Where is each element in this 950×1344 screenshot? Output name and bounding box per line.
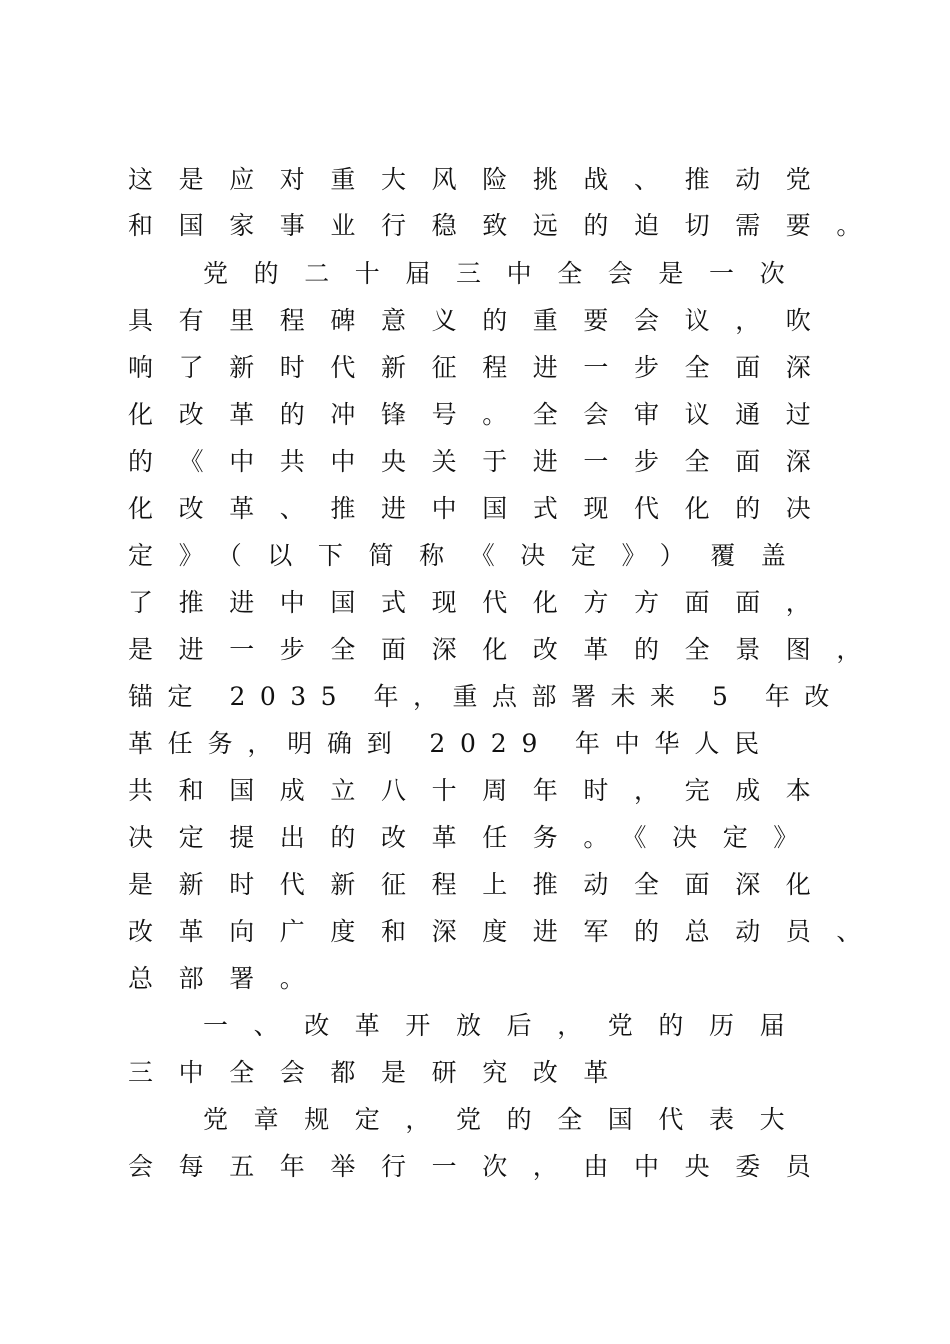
body-text-line: 锚定 2035 年，重点部署未来 5 年改 bbox=[128, 682, 844, 711]
body-text-line: 响了新时代新征程进一步全面深 bbox=[128, 353, 837, 382]
body-text-line: 决定提出的改革任务。《决定》 bbox=[128, 823, 824, 852]
body-text-line: 是新时代新征程上推动全面深化 bbox=[128, 870, 837, 899]
body-text-line: 具有里程碑意义的重要会议，吹 bbox=[128, 306, 837, 335]
body-text-line: 和国家事业行稳致远的迫切需要。 bbox=[128, 211, 888, 240]
body-text-line: 定》（以下简称《决定》）覆盖 bbox=[128, 541, 812, 570]
body-text-line: 总部署。 bbox=[128, 964, 331, 993]
paragraph-start-line: 党的二十届三中全会是一次 bbox=[203, 259, 811, 288]
body-text-line: 了推进中国式现代化方方面面， bbox=[128, 588, 837, 617]
body-text-line: 这是应对重大风险挑战、推动党 bbox=[128, 165, 837, 194]
body-text-line: 共和国成立八十周年时，完成本 bbox=[128, 776, 837, 805]
body-text-line: 化改革、推进中国式现代化的决 bbox=[128, 494, 837, 523]
section-heading-line: 三中全会都是研究改革 bbox=[128, 1058, 635, 1087]
body-text-line: 化改革的冲锋号。全会审议通过 bbox=[128, 400, 837, 429]
body-text-line: 改革向广度和深度进军的总动员、 bbox=[128, 917, 888, 946]
body-text-line: 革任务，明确到 2029 年中华人民 bbox=[128, 729, 774, 758]
body-text-line: 是进一步全面深化改革的全景图， bbox=[128, 635, 888, 664]
paragraph-start-line: 党章规定，党的全国代表大 bbox=[203, 1105, 811, 1134]
body-text-line: 会每五年举行一次，由中央委员 bbox=[128, 1152, 837, 1181]
body-text-line: 的《中共中央关于进一步全面深 bbox=[128, 447, 837, 476]
section-heading-line: 一、改革开放后，党的历届 bbox=[203, 1011, 811, 1040]
